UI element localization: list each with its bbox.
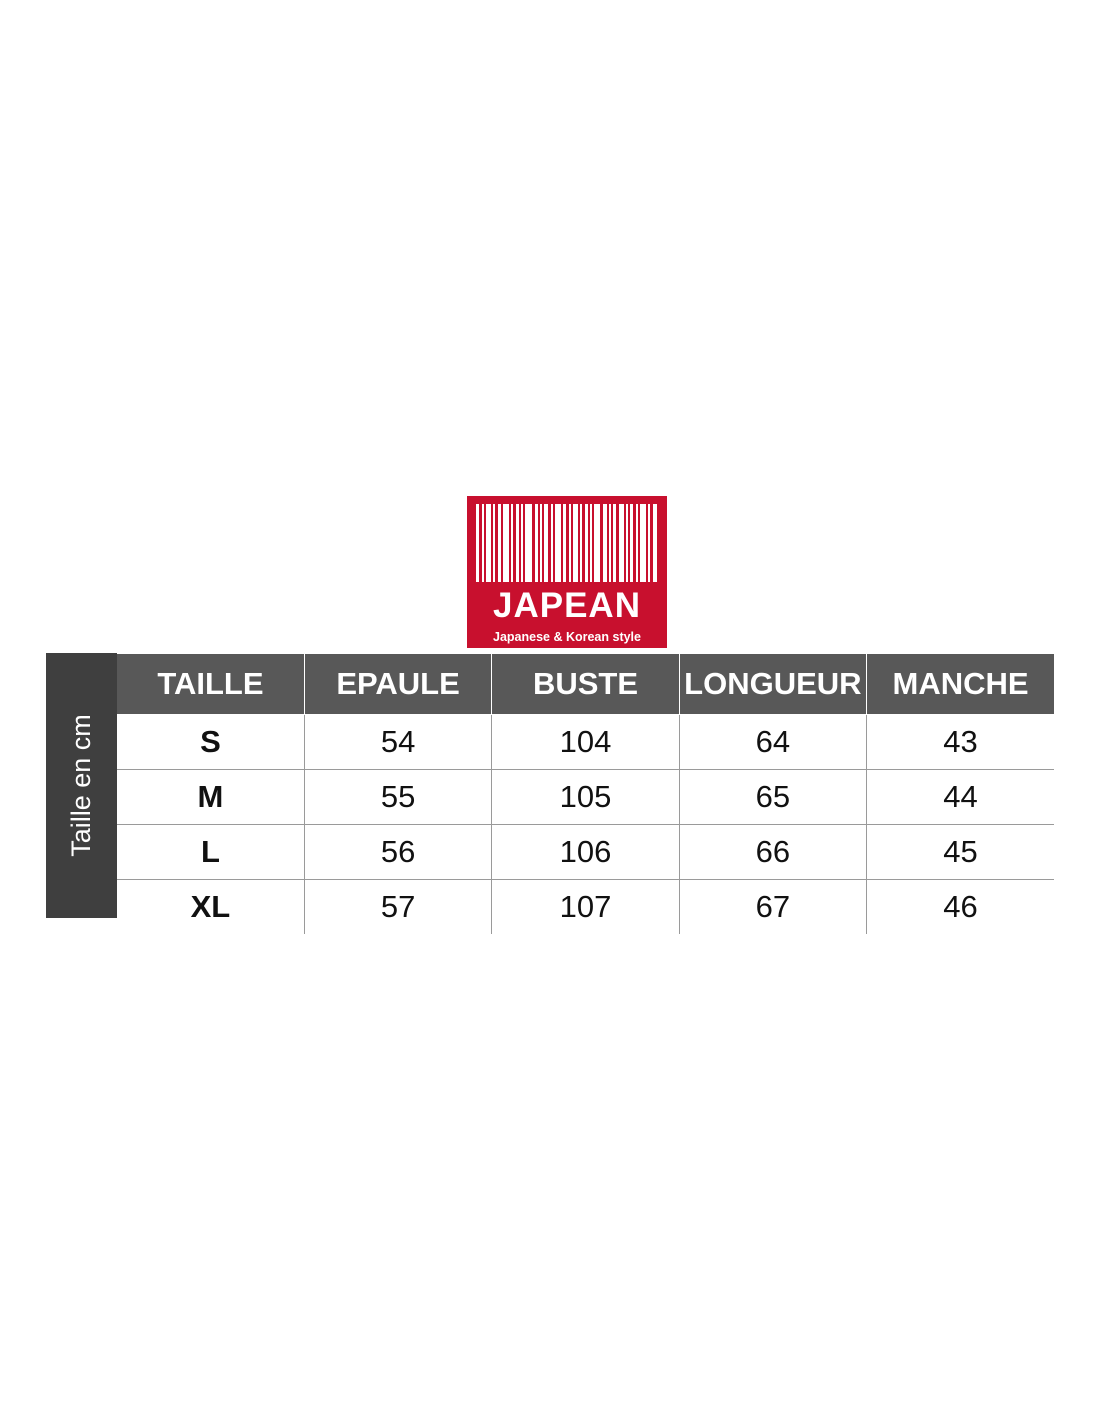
cell-buste: 104	[492, 715, 679, 770]
cell-longueur: 64	[679, 715, 866, 770]
table-row	[117, 770, 1054, 825]
cell-longueur: 66	[679, 825, 866, 880]
cell-manche: 46	[867, 880, 1054, 935]
cell-size: M	[117, 770, 304, 825]
cell-size: XL	[117, 880, 304, 935]
cell-epaule: 56	[304, 825, 491, 880]
cell-epaule: 54	[304, 715, 491, 770]
cell-manche: 44	[867, 770, 1054, 825]
cell-epaule: 57	[304, 880, 491, 935]
size-unit-text: Taille en cm	[66, 714, 96, 857]
brand-logo	[467, 496, 667, 648]
table-row	[117, 880, 1054, 935]
barcode-icon	[476, 504, 658, 582]
column-header-buste: BUSTE	[492, 654, 679, 715]
table-row	[117, 825, 1054, 880]
cell-buste: 106	[492, 825, 679, 880]
cell-buste: 107	[492, 880, 679, 935]
column-header-manche: MANCHE	[867, 654, 1054, 715]
cell-buste: 105	[492, 770, 679, 825]
cell-epaule: 55	[304, 770, 491, 825]
cell-longueur: 67	[679, 880, 866, 935]
cell-manche: 43	[867, 715, 1054, 770]
cell-longueur: 65	[679, 770, 866, 825]
cell-size: L	[117, 825, 304, 880]
table-header-row	[117, 654, 1054, 715]
cell-size: S	[117, 715, 304, 770]
size-chart	[46, 653, 1054, 924]
column-header-taille: TAILLE	[117, 654, 304, 715]
table-row	[117, 715, 1054, 770]
size-unit-label	[46, 653, 117, 918]
brand-tagline: Japanese & Korean style	[493, 630, 641, 644]
size-table	[117, 653, 1054, 934]
column-header-epaule: EPAULE	[304, 654, 491, 715]
brand-name: JAPEAN	[493, 586, 641, 625]
column-header-longueur: LONGUEUR	[679, 654, 866, 715]
cell-manche: 45	[867, 825, 1054, 880]
